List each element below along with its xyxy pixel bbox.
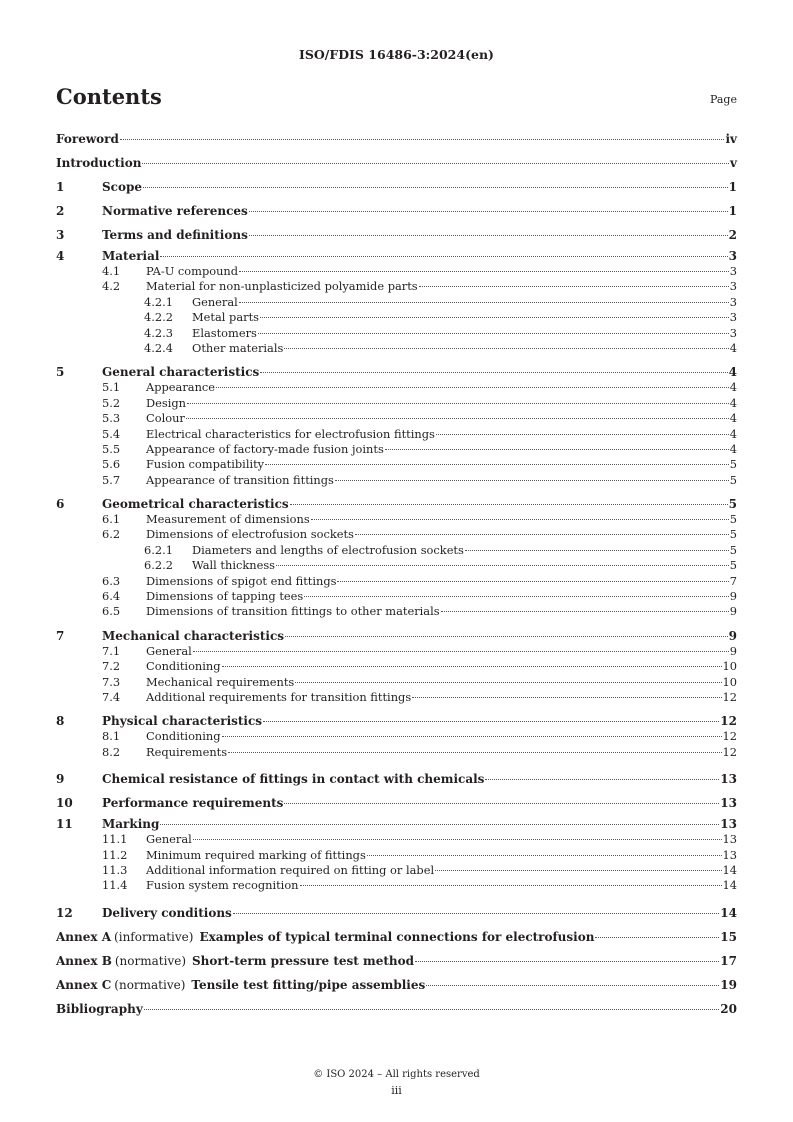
toc-entry-number: 11.4 [102, 878, 128, 893]
dot-leader [412, 697, 721, 698]
toc-entry-page: 4 [729, 426, 737, 441]
dot-leader [263, 721, 719, 722]
copyright-notice: © ISO 2024 – All rights reserved [313, 1069, 480, 1080]
dot-leader [120, 139, 725, 140]
toc-entry[interactable] [56, 442, 737, 457]
toc-entry-number: 4.2.3 [144, 325, 173, 340]
toc-entry-page: 13 [720, 796, 737, 811]
toc-entry[interactable] [56, 878, 737, 893]
toc-entry-page: 12 [722, 744, 737, 759]
toc-entry[interactable] [56, 364, 737, 380]
toc-entry[interactable] [56, 574, 737, 589]
dot-leader [143, 187, 728, 188]
toc-entry-number: 3 [56, 228, 65, 242]
toc-entry-page: 13 [722, 832, 737, 847]
toc-entry-page: 5 [729, 472, 737, 487]
toc-entry-title: Mechanical characteristics [102, 628, 285, 643]
annex-type: (normative) [114, 977, 186, 992]
toc-entry-title: Dimensions of electrofusion sockets [146, 527, 354, 542]
toc-entry-title: Material for non-unplasticized polyamide parts [146, 279, 418, 294]
toc-entry[interactable] [56, 295, 737, 310]
toc-entry-title: Conditioning [146, 729, 221, 744]
dot-leader [160, 256, 727, 257]
dot-leader [284, 348, 728, 349]
toc-entry-title: Delivery conditions [102, 905, 232, 920]
toc-entry-title: Short-term pressure test method [192, 953, 414, 968]
dot-leader [311, 519, 729, 520]
annex-label: Annex C [56, 977, 112, 992]
toc-entry-title: Other materials [192, 340, 284, 355]
toc-entry-title: Bibliography [56, 1001, 143, 1016]
toc-entry-page: 13 [720, 817, 737, 832]
dot-leader [426, 985, 719, 986]
toc-entry-title: Terms and definitions [102, 228, 248, 242]
page-number: iii [391, 1084, 402, 1097]
dot-leader [216, 387, 729, 388]
toc-entry-title: General [192, 294, 238, 309]
toc-entry[interactable] [56, 863, 737, 878]
dot-leader [249, 211, 728, 212]
contents-title: Contents [56, 84, 162, 109]
toc-entry-page: 12 [720, 714, 737, 729]
toc-entry-number: 4 [56, 249, 65, 263]
toc-entry[interactable] [56, 926, 737, 950]
dot-leader [222, 736, 722, 737]
toc-entry-title: Conditioning [146, 659, 221, 674]
toc-entry[interactable] [56, 128, 737, 152]
toc-entry-page: 4 [729, 395, 737, 410]
toc-entry-number: 12 [56, 905, 73, 920]
toc-entry[interactable] [56, 675, 737, 690]
dot-leader [260, 372, 727, 373]
toc-entry-number: 6.2 [102, 527, 121, 542]
toc-entry-page: 4 [728, 365, 737, 380]
dot-leader [239, 302, 729, 303]
toc-entry-title: Foreword [56, 132, 119, 146]
toc-entry-page: 9 [729, 643, 737, 658]
dot-leader [595, 937, 719, 938]
dot-leader [465, 550, 729, 551]
toc-entry[interactable] [56, 396, 737, 411]
toc-entry[interactable] [56, 152, 737, 176]
toc-entry[interactable] [56, 512, 737, 527]
toc-entry-page: v [730, 156, 737, 170]
toc-entry-page: 14 [722, 878, 737, 893]
toc-entry-page: 12 [722, 729, 737, 744]
toc-entry-number: 7.1 [102, 643, 121, 658]
toc-entry-number: 6.4 [102, 589, 121, 604]
toc-entry-number: 7.3 [102, 674, 121, 689]
toc-entry-title: Marking [102, 817, 160, 832]
toc-entry-page: 5 [729, 527, 737, 542]
toc-entry-number: 11.3 [102, 862, 128, 877]
toc-entry[interactable] [56, 628, 737, 644]
toc-entry[interactable] [56, 713, 737, 729]
dot-leader [233, 913, 719, 914]
toc-entry[interactable] [56, 792, 737, 816]
toc-entry[interactable] [56, 341, 737, 356]
toc-entry-number: 8.2 [102, 744, 121, 759]
dot-leader [285, 636, 728, 637]
toc-entry[interactable] [56, 326, 737, 341]
toc-entry-number: 10 [56, 796, 73, 811]
contents-title-row [56, 84, 737, 114]
toc-entry[interactable] [56, 998, 737, 1022]
toc-entry[interactable] [56, 690, 737, 705]
toc-entry-page: 9 [729, 589, 737, 604]
dot-leader [142, 163, 729, 164]
toc-entry-page: 5 [729, 457, 737, 472]
dot-leader [435, 870, 721, 871]
toc-entry-number: 11.1 [102, 832, 128, 847]
toc-entry-title: Mechanical requirements [146, 674, 295, 689]
toc-entry-number: 4.2.4 [144, 340, 173, 355]
toc-entry-number: 7 [56, 628, 65, 643]
toc-entry-title: Diameters and lengths of electrofusion sockets [192, 542, 464, 557]
annex-label: Annex B [56, 953, 112, 968]
toc-entry-number: 6.5 [102, 604, 121, 619]
toc-entry-title: Dimensions of transition fittings to other materials [146, 604, 440, 619]
toc-entry-page: 5 [728, 497, 737, 512]
dot-leader [260, 317, 729, 318]
toc-entry[interactable] [56, 816, 737, 832]
toc-entry-page: 10 [722, 674, 737, 689]
dot-leader [355, 534, 729, 535]
toc-entry-number: 6.2.2 [144, 558, 173, 573]
dot-leader [335, 480, 729, 481]
toc-entry[interactable] [56, 768, 737, 792]
dot-leader [304, 596, 729, 597]
toc-entry-page: 4 [729, 340, 737, 355]
dot-leader [187, 403, 729, 404]
table-of-contents [56, 128, 737, 1022]
toc-entry[interactable] [56, 543, 737, 558]
toc-entry[interactable] [56, 558, 737, 573]
toc-entry-page: 4 [729, 380, 737, 395]
toc-entry-number: 4.2 [102, 279, 121, 294]
toc-entry-title: Appearance of factory-made fusion joints [146, 441, 384, 456]
toc-entry-number: 6 [56, 497, 65, 512]
toc-entry-number: 5.7 [102, 472, 121, 487]
toc-entry-page: 3 [729, 310, 737, 325]
toc-entry-page: 19 [720, 977, 737, 992]
toc-entry[interactable] [56, 527, 737, 542]
toc-entry[interactable] [56, 848, 737, 863]
toc-entry-title: Wall thickness [192, 558, 276, 573]
toc-entry-page: 5 [729, 558, 737, 573]
toc-entry[interactable] [56, 589, 737, 604]
toc-entry[interactable] [56, 950, 737, 974]
toc-entry-page: 2 [728, 228, 737, 242]
toc-entry-title: Design [146, 395, 186, 410]
toc-entry[interactable] [56, 310, 737, 325]
toc-entry-title: Tensile test fitting/pipe assemblies [191, 977, 426, 992]
toc-entry[interactable] [56, 729, 737, 744]
dot-leader [284, 803, 719, 804]
toc-entry-page: 3 [728, 249, 737, 263]
dot-leader [300, 885, 722, 886]
toc-entry-number: 7.2 [102, 659, 121, 674]
toc-entry-number: 5.4 [102, 426, 121, 441]
toc-entry-title: Metal parts [192, 310, 259, 325]
dot-leader [160, 824, 719, 825]
toc-entry-title: Fusion system recognition [146, 878, 299, 893]
toc-entry[interactable] [56, 224, 737, 248]
dot-leader [265, 464, 729, 465]
toc-entry-number: 5 [56, 365, 65, 380]
toc-entry-title: Introduction [56, 156, 142, 170]
toc-entry-page: 4 [729, 411, 737, 426]
toc-entry-number: 11.2 [102, 847, 128, 862]
toc-entry[interactable] [56, 974, 737, 998]
dot-leader [419, 286, 729, 287]
toc-entry-title: Colour [146, 411, 185, 426]
page-footer [0, 1067, 793, 1099]
toc-entry[interactable] [56, 832, 737, 847]
document-id: ISO/FDIS 16486-3:2024(en) [299, 47, 494, 62]
toc-entry[interactable] [56, 496, 737, 512]
toc-entry-page: 9 [729, 604, 737, 619]
toc-entry-title: Minimum required marking of fittings [146, 847, 366, 862]
toc-entry-number: 5.3 [102, 411, 121, 426]
toc-entry[interactable] [56, 473, 737, 488]
dot-leader [193, 839, 722, 840]
toc-entry-title: Normative references [102, 204, 248, 218]
toc-entry-title: Performance requirements [102, 796, 284, 811]
toc-entry-page: 5 [729, 542, 737, 557]
toc-entry[interactable] [56, 279, 737, 294]
toc-entry-title: Examples of typical terminal connections for electrofusion [199, 929, 595, 944]
toc-entry-number: 5.5 [102, 441, 121, 456]
toc-entry-title: Elastomers [192, 325, 257, 340]
toc-entry-page: 3 [729, 264, 737, 278]
toc-entry-page: 3 [729, 279, 737, 294]
toc-entry[interactable] [56, 176, 737, 200]
toc-entry[interactable] [56, 902, 737, 926]
toc-entry[interactable] [56, 264, 737, 279]
toc-entry-page: 20 [720, 1001, 737, 1016]
toc-entry-title: Geometrical characteristics [102, 497, 289, 512]
dot-leader [485, 779, 719, 780]
toc-entry[interactable] [56, 411, 737, 426]
toc-entry-page: 1 [728, 204, 737, 218]
annex-label: Annex A [56, 929, 112, 944]
toc-entry-page: 13 [720, 772, 737, 787]
toc-entry-title: Chemical resistance of fittings in contact with chemicals [102, 772, 485, 787]
dot-leader [337, 581, 728, 582]
dot-leader [290, 504, 728, 505]
toc-entry-page: 3 [729, 294, 737, 309]
toc-entry-number: 5.6 [102, 457, 121, 472]
toc-entry-number: 2 [56, 204, 65, 218]
dot-leader [441, 611, 729, 612]
toc-entry[interactable] [56, 457, 737, 472]
dot-leader [239, 271, 729, 272]
annex-type: (normative) [114, 953, 187, 968]
toc-entry-title: Dimensions of tapping tees [146, 589, 304, 604]
dot-leader [186, 418, 729, 419]
dot-leader [415, 961, 719, 962]
toc-entry-title: Electrical characteristics for electrofusion fittings [146, 426, 435, 441]
toc-entry-number: 11 [56, 817, 73, 832]
toc-entry-page: 9 [728, 628, 737, 643]
toc-entry-page: 5 [729, 512, 737, 527]
toc-entry-number: 8.1 [102, 729, 121, 744]
toc-entry-title: Dimensions of spigot end fittings [146, 573, 337, 588]
dot-leader [276, 565, 729, 566]
dot-leader [295, 682, 721, 683]
dot-leader [193, 651, 729, 652]
toc-entry-number: 4.2.1 [144, 294, 173, 309]
toc-entry-title: Fusion compatibility [146, 457, 265, 472]
toc-entry-number: 4.2.2 [144, 310, 173, 325]
toc-entry-page: 17 [720, 953, 737, 968]
annex-type: (informative) [114, 929, 194, 944]
toc-entry-page: 3 [729, 325, 737, 340]
dot-leader [436, 434, 729, 435]
toc-entry-title: Appearance of transition fittings [146, 472, 334, 487]
toc-entry-number: 4.1 [102, 264, 121, 278]
toc-entry-title: General [146, 832, 192, 847]
toc-entry-title: Material [102, 249, 160, 263]
toc-entry-page: 7 [729, 573, 737, 588]
dot-leader [228, 752, 721, 753]
toc-entry-number: 7.4 [102, 689, 121, 704]
toc-entry[interactable] [56, 427, 737, 442]
toc-entry-page: 1 [728, 180, 737, 194]
toc-entry-page: 13 [722, 847, 737, 862]
toc-entry[interactable] [56, 248, 737, 264]
toc-entry-number: 6.1 [102, 512, 121, 527]
dot-leader [258, 333, 729, 334]
toc-entry-number: 5.2 [102, 395, 121, 410]
toc-entry[interactable] [56, 745, 737, 760]
toc-entry-page: 10 [722, 659, 737, 674]
dot-leader [144, 1009, 720, 1010]
toc-entry-number: 1 [56, 180, 65, 194]
toc-entry-title: General [146, 643, 192, 658]
toc-entry-page: 12 [722, 689, 737, 704]
dot-leader [249, 235, 728, 236]
dot-leader [385, 449, 729, 450]
toc-entry-page: 14 [722, 862, 737, 877]
toc-entry-title: Physical characteristics [102, 714, 263, 729]
dot-leader [222, 666, 722, 667]
toc-entry-number: 8 [56, 714, 65, 729]
toc-entry-title: PA-U compound [146, 264, 239, 278]
toc-entry-page: 14 [720, 905, 737, 920]
toc-entry-title: Measurement of dimensions [146, 512, 310, 527]
toc-entry[interactable] [56, 380, 737, 395]
toc-entry-page: 15 [720, 929, 737, 944]
toc-entry-page: iv [725, 132, 737, 146]
toc-entry[interactable] [56, 659, 737, 674]
toc-entry-title: Requirements [146, 744, 228, 759]
toc-entry[interactable] [56, 604, 737, 619]
toc-entry-number: 6.3 [102, 573, 121, 588]
toc-entry[interactable] [56, 644, 737, 659]
toc-entry-page: 4 [729, 441, 737, 456]
toc-entry-title: General characteristics [102, 365, 260, 380]
dot-leader [367, 855, 722, 856]
toc-entry[interactable] [56, 200, 737, 224]
toc-entry-number: 5.1 [102, 380, 121, 395]
toc-entry-number: 6.2.1 [144, 542, 173, 557]
toc-entry-number: 9 [56, 772, 65, 787]
toc-entry-title: Additional requirements for transition fittings [146, 689, 412, 704]
toc-entry-title: Scope [102, 180, 143, 194]
toc-entry-title: Additional information required on fitting or label [146, 862, 435, 877]
page-column-label: Page [709, 93, 737, 106]
toc-entry-title: Appearance [146, 380, 216, 395]
